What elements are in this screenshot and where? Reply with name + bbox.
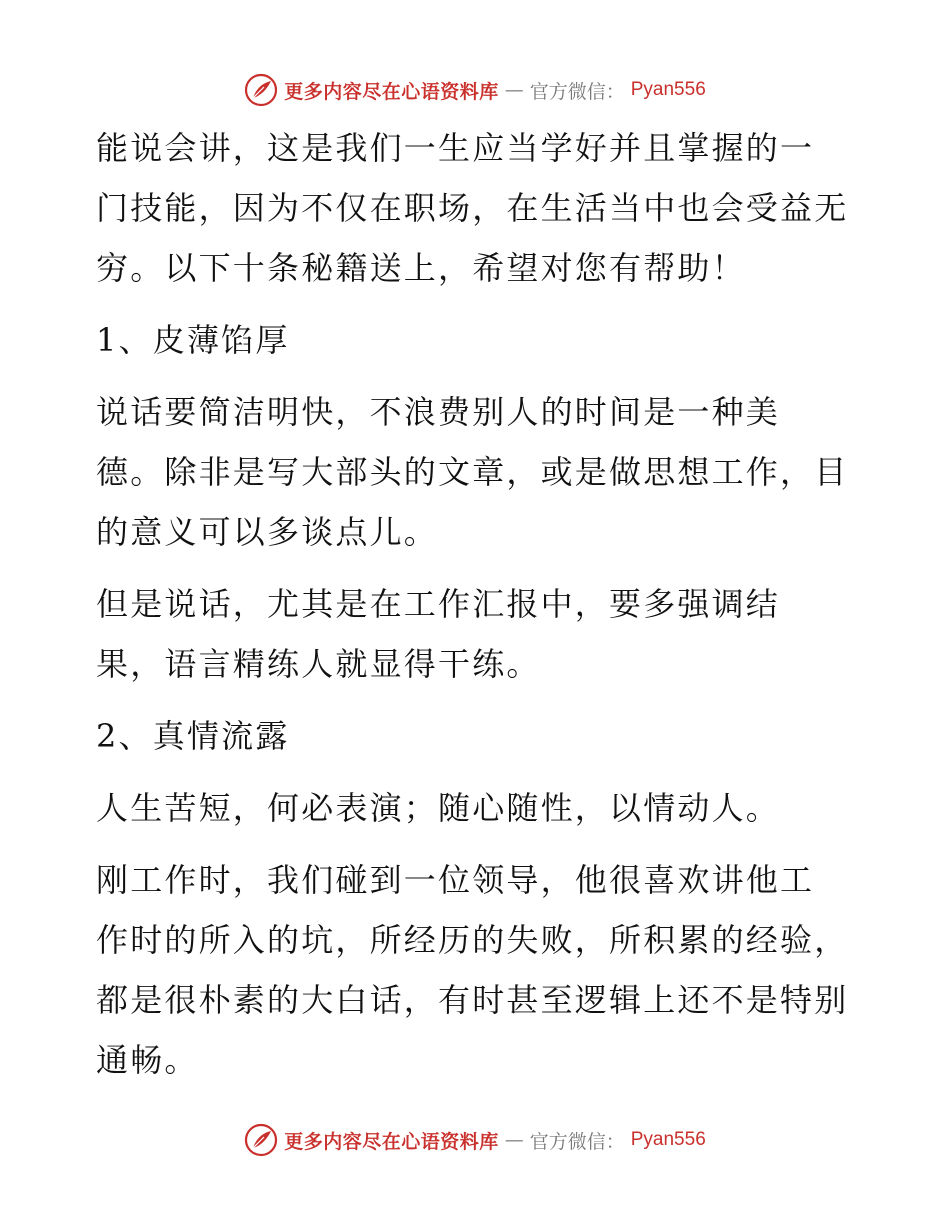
text-line: 人生苦短，何必表演；随心随性，以情动人。 bbox=[96, 789, 781, 827]
section-heading-1 bbox=[96, 310, 856, 370]
watermark-wechat-id: Pyan556 bbox=[630, 1129, 706, 1150]
text-line: 1、皮薄馅厚 bbox=[96, 321, 290, 359]
watermark-brand: 更多内容尽在心语资料库 bbox=[284, 1130, 499, 1153]
text-line: 2、真情流露 bbox=[96, 717, 290, 755]
text-line: 都是很朴素的大白话，有时甚至逻辑上还不是特别 bbox=[96, 981, 849, 1019]
watermark-official-label: 官方微信： bbox=[529, 1130, 625, 1153]
watermark-brand: 更多内容尽在心语资料库 bbox=[284, 80, 499, 103]
text-line: 的意义可以多谈点儿。 bbox=[96, 513, 439, 551]
text-line: 刚工作时，我们碰到一位领导，他很喜欢讲他工 bbox=[96, 861, 815, 899]
paragraph-report bbox=[96, 574, 856, 694]
text-line: 能说会讲，这是我们一生应当学好并且掌握的一 bbox=[96, 129, 815, 167]
paragraph-intro bbox=[96, 118, 856, 298]
watermark-dash: — bbox=[504, 79, 524, 101]
paragraph-leader bbox=[96, 850, 856, 1090]
watermark-wechat-id: Pyan556 bbox=[630, 79, 706, 100]
paragraph-concise bbox=[96, 382, 856, 562]
text-line: 门技能，因为不仅在职场，在生活当中也会受益无 bbox=[96, 189, 849, 227]
watermark-official-label: 官方微信： bbox=[529, 80, 625, 103]
text-line: 果，语言精练人就显得干练。 bbox=[96, 645, 541, 683]
feather-pen-logo-icon bbox=[244, 73, 278, 107]
section-heading-2 bbox=[96, 706, 856, 766]
text-line: 德。除非是写大部头的文章，或是做思想工作，目 bbox=[96, 453, 849, 491]
text-line: 说话要简洁明快，不浪费别人的时间是一种美 bbox=[96, 393, 781, 431]
text-line: 通畅。 bbox=[96, 1041, 199, 1079]
document-body bbox=[96, 118, 856, 1090]
feather-pen-logo-icon bbox=[244, 1123, 278, 1157]
watermark-dash: — bbox=[504, 1129, 524, 1151]
text-line: 作时的所入的坑，所经历的失败，所积累的经验， bbox=[96, 921, 849, 959]
paragraph-life bbox=[96, 778, 856, 838]
text-line: 穷。以下十条秘籍送上，希望对您有帮助！ bbox=[96, 249, 746, 287]
footer-watermark bbox=[0, 1120, 950, 1160]
text-line: 但是说话，尤其是在工作汇报中，要多强调结 bbox=[96, 585, 781, 623]
header-watermark bbox=[0, 70, 950, 110]
